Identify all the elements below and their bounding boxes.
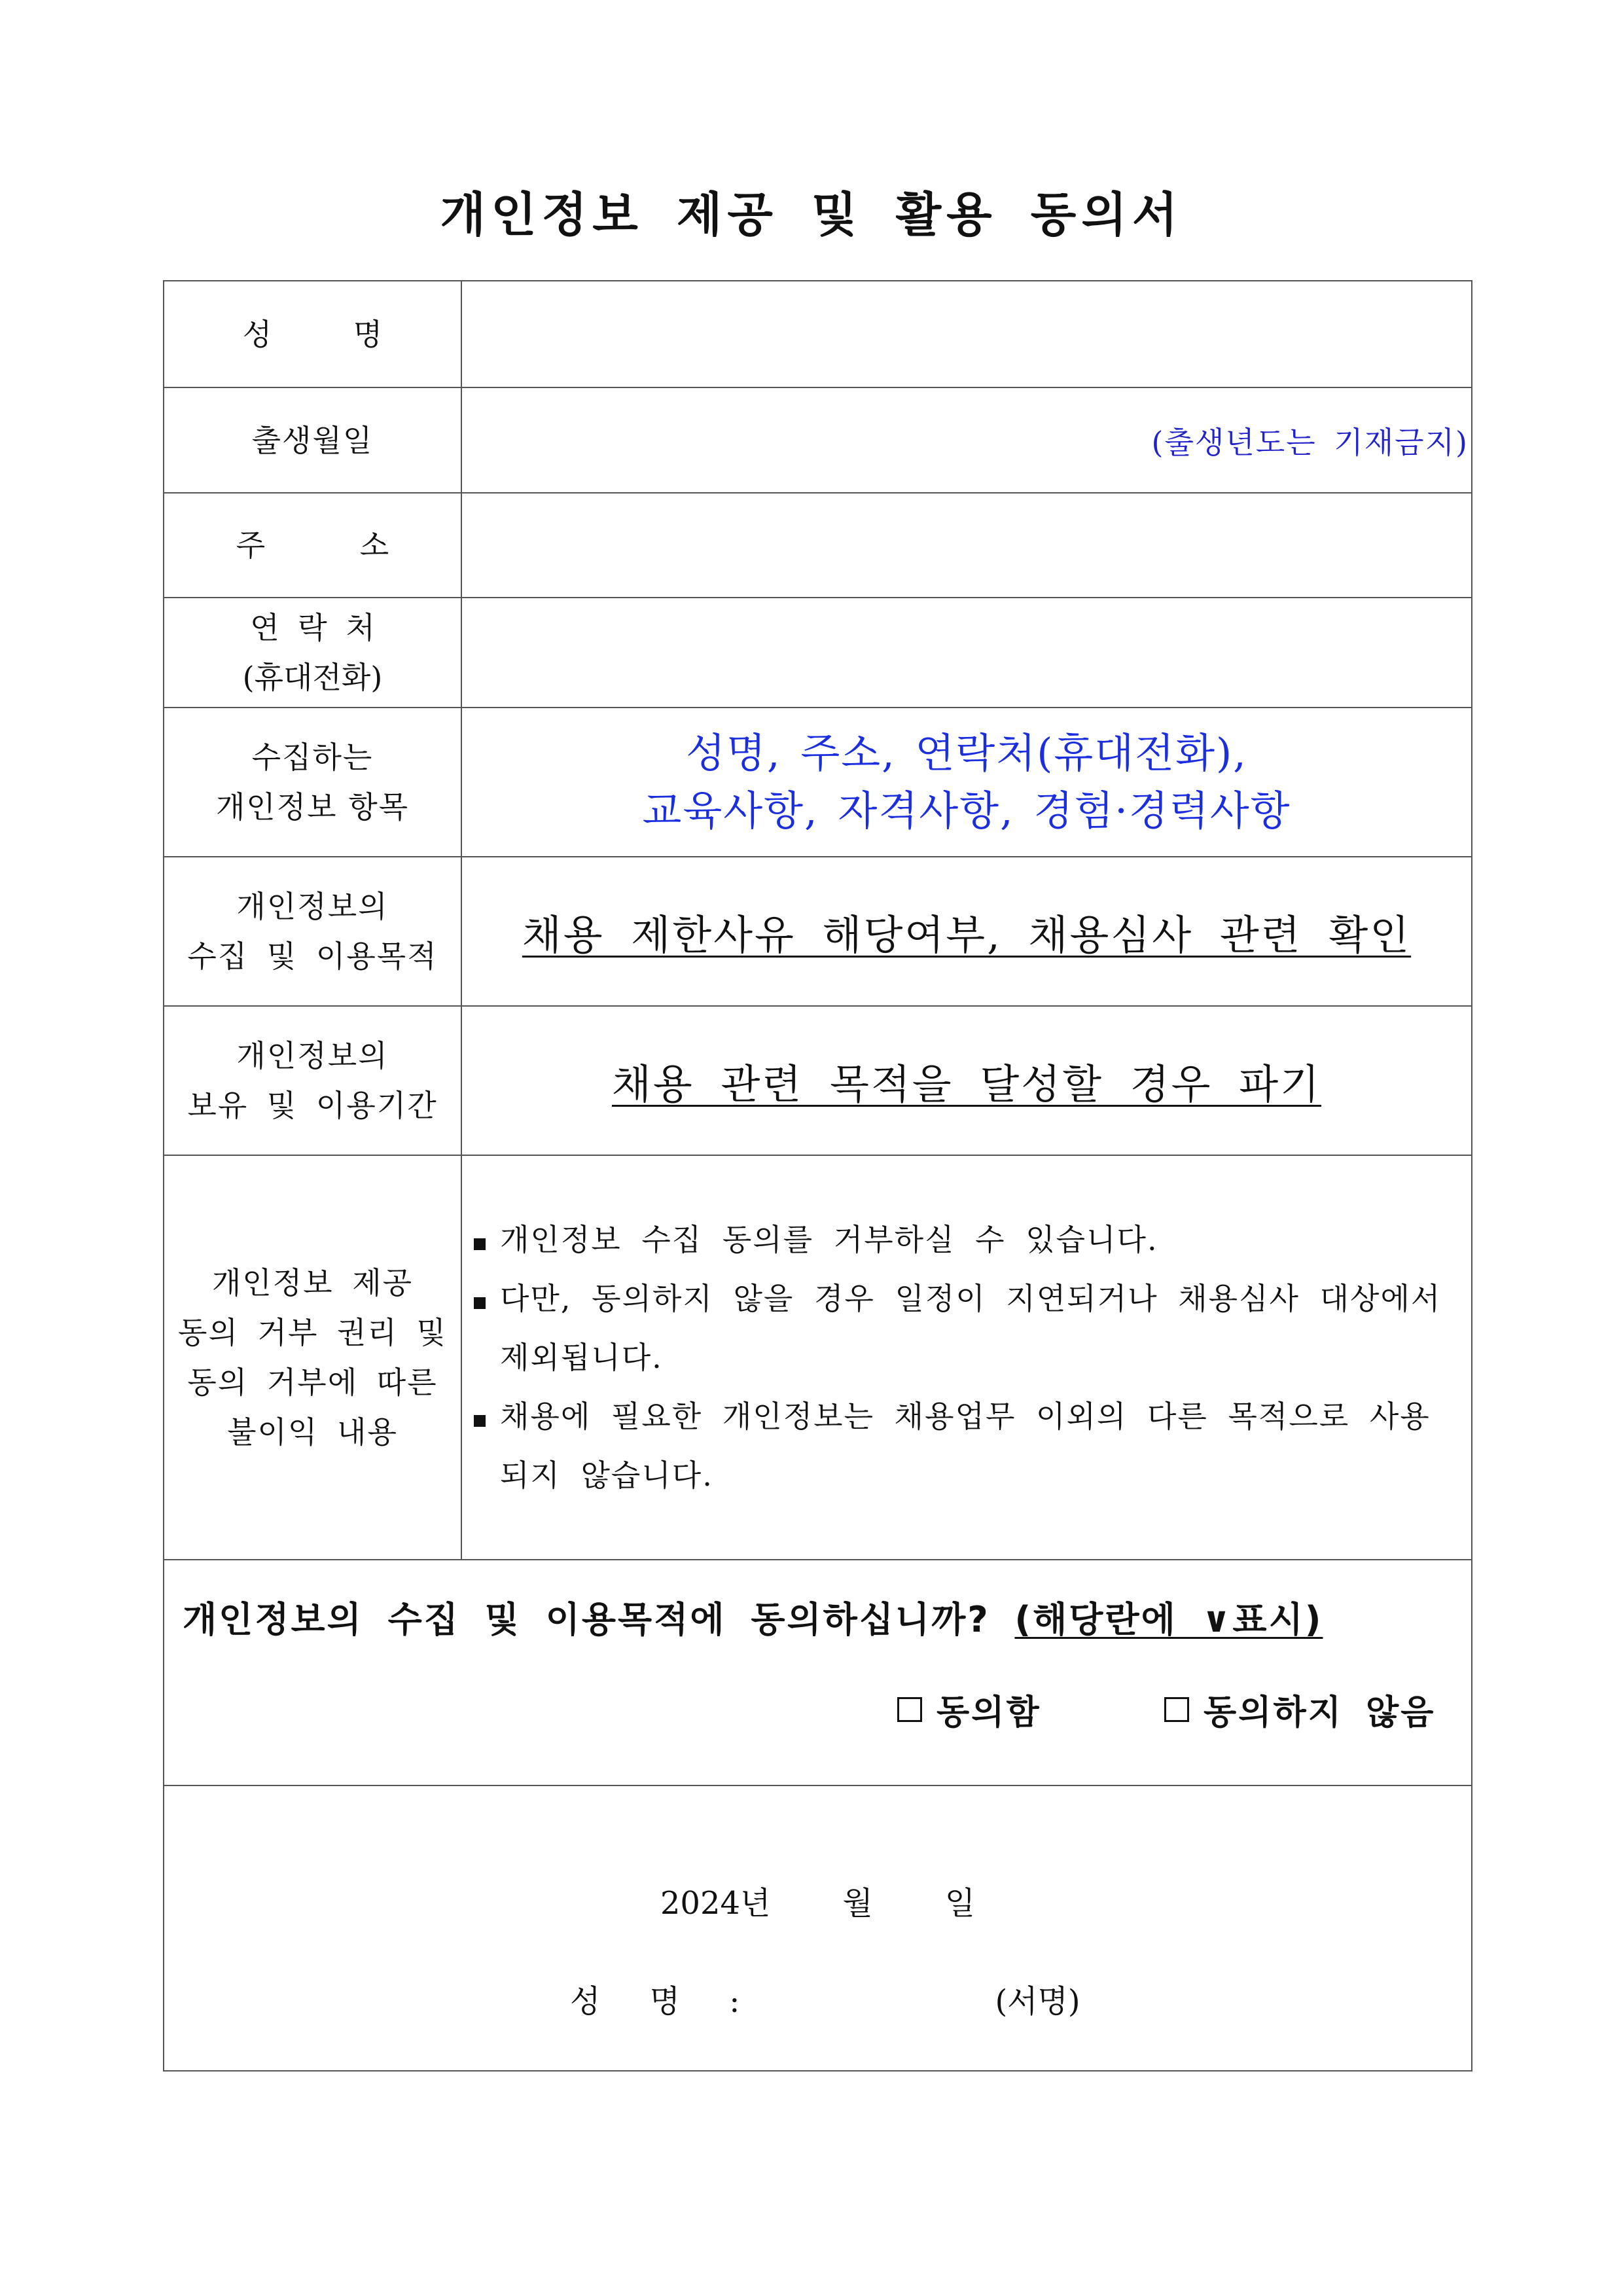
row-contact (164, 597, 1471, 707)
name-field[interactable] (462, 281, 1471, 387)
refusal-content (462, 1156, 1471, 1559)
row-name (164, 281, 1471, 387)
consent-question: 개인정보의 수집 및 이용목적에 동의하십니까? (해당란에 ∨표시) (183, 1599, 1323, 1640)
contact-field[interactable] (462, 598, 1471, 707)
items-value: 성명, 주소, 연락처(휴대전화), 교육사항, 자격사항, 경험·경력사항 (642, 729, 1291, 834)
bullet-item: 다만, 동의하지 않을 경우 일정이 지연되거나 채용심사 대상에서 (474, 1269, 1441, 1328)
label-items: 수집하는 개인정보 항목 (164, 708, 462, 856)
label-address: 주 소 (164, 493, 462, 597)
row-items (164, 707, 1471, 856)
label-purpose: 개인정보의 수집 및 이용목적 (164, 857, 462, 1005)
signature-date: 2024년 월 일 (660, 1885, 976, 1922)
bullet-item: 채용에 필요한 개인정보는 채용업무 이외의 다른 목적으로 사용 (474, 1387, 1431, 1446)
document-title: 개인정보 제공 및 활용 동의서 (440, 187, 1183, 242)
label-retention: 개인정보의 보유 및 이용기간 (164, 1007, 462, 1155)
row-address (164, 492, 1471, 597)
row-retention (164, 1005, 1471, 1155)
address-field[interactable] (462, 493, 1471, 597)
agree-option[interactable]: 동의함 (897, 1685, 1041, 1734)
label-birth: 출생월일 (164, 388, 462, 492)
label-contact: 연 락 처 (휴대전화) (164, 598, 462, 707)
signature-section (164, 1785, 1471, 2070)
birth-year-note: (출생년도는 기재금지) (1151, 424, 1469, 460)
row-refusal (164, 1155, 1471, 1559)
row-purpose (164, 856, 1471, 1005)
label-refusal: 개인정보 제공 동의 거부 권리 및 동의 거부에 따른 불이익 내용 (164, 1156, 462, 1559)
signature-line: 성 명 : (서명) (570, 1983, 1080, 2020)
purpose-value: 채용 제한사유 해당여부, 채용심사 관련 확인 (522, 910, 1412, 959)
bullet-continuation: 되지 않습니다. (500, 1458, 713, 1493)
birth-field[interactable] (462, 388, 1471, 492)
bullet-continuation: 제외됩니다. (500, 1340, 663, 1375)
retention-value: 채용 관련 목적을 달성할 경우 파기 (611, 1060, 1322, 1108)
consent-instruction: (해당란에 ∨표시) (1014, 1599, 1323, 1640)
consent-form-table (163, 280, 1472, 2072)
row-birth (164, 387, 1471, 492)
disagree-option[interactable]: 동의하지 않음 (1164, 1685, 1436, 1734)
square-bullet-icon (474, 1210, 500, 1269)
bullet-item: 개인정보 수집 동의를 거부하실 수 있습니다. (474, 1210, 1158, 1269)
agree-checkbox[interactable] (897, 1697, 922, 1722)
square-bullet-icon (474, 1269, 500, 1328)
square-bullet-icon (474, 1387, 500, 1446)
label-name: 성 명 (164, 281, 462, 387)
disagree-checkbox[interactable] (1164, 1697, 1189, 1722)
consent-section (164, 1559, 1471, 1785)
